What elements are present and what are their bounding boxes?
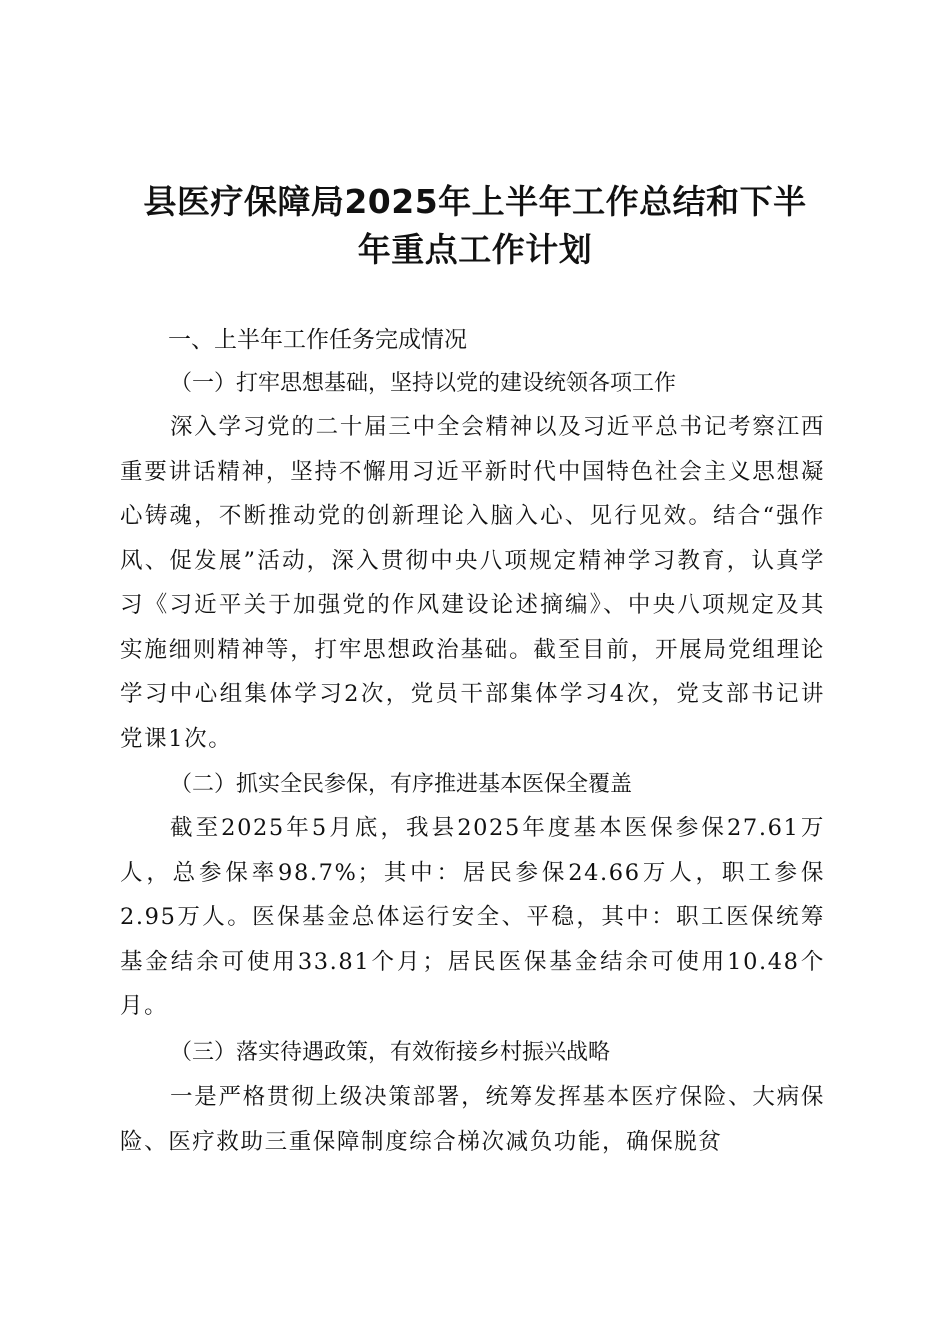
subsection-1-body: 深入学习党的二十届三中全会精神以及习近平总书记考察江西重要讲话精神，坚持不懈用习近平新时代中国特色社会主义思想凝心铸魂，不断推动党的创新理论入脑入心、见行见效。结合“强作风、促发展”活动，深入贯彻中央八项规定精神学习教育，认真学习《习近平关于加强党的作风建设论述摘编》、中央八项规定及其实施细则精神等，打牢思想政治基础。截至目前，开展局党组理论学习中心组集体学习2次，党员干部集体学习4次，党支部书记讲党课1次。	[120, 414, 825, 752]
subsection-3-heading: （三）落实待遇政策，有效衔接乡村振兴战略	[170, 1040, 611, 1065]
document-title	[100, 178, 850, 274]
subsection-3-body: 一是严格贯彻上级决策部署，统筹发挥基本医疗保险、大病保险、医疗救助三重保障制度综合梯次减负功能，确保脱贫	[120, 1084, 825, 1155]
subsection-1-heading: （一）打牢思想基础，坚持以党的建设统领各项工作	[170, 371, 677, 396]
title-line-2: 年重点工作计划	[357, 230, 593, 269]
title-line-1: 县医疗保障局2025年上半年工作总结和下半	[143, 182, 807, 221]
subsection-2-heading: （二）抓实全民参保，有序推进基本医保全覆盖	[170, 772, 633, 797]
subsection-2-body: 截至2025年5月底，我县2025年度基本医保参保27.61万人，总参保率98.7%；其中：居民参保24.66万人，职工参保2.95万人。医保基金总体运行安全、平稳，其中：职工医保统筹基金结余可使用33.81个月；居民医保基金结余可使用10.48个月。	[120, 815, 825, 1019]
section-1-heading: 一、上半年工作任务完成情况	[168, 327, 467, 353]
